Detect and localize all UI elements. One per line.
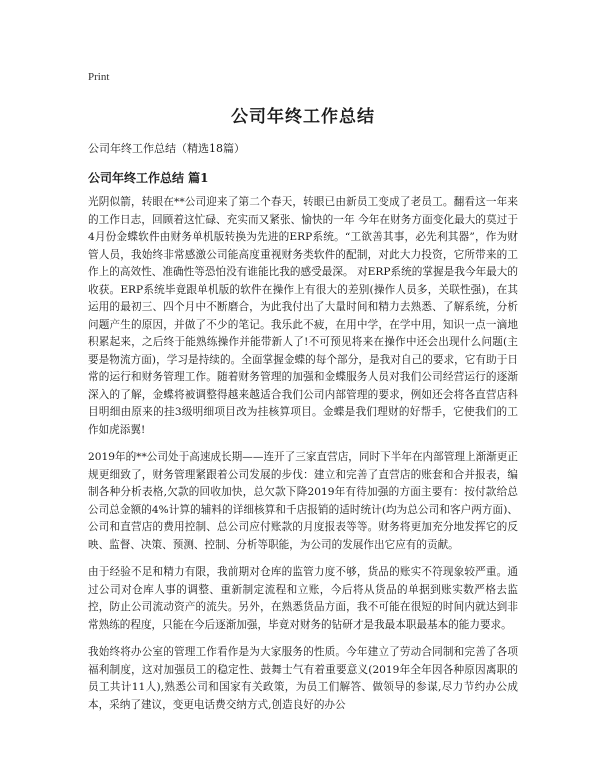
document-page (88, 70, 518, 724)
paragraph-1: 光阴似箭，转眼在**公司迎来了第二个春天，转眼已由新员工变成了老员工。翻看这一年来的工作日志，回顾着这忙碌、充实而又紧张、愉快的一年 今年在财务方面变化最大的莫过于4月份金蝶软件由财务单机版转换为先进的ERP系统。“工欲善其事，必先利其器”，作为财管人员，我始终非常感激公司能高度重视财务类软件的配制，对此大力投资，它所带来的工作上的高效性、准确性等恐怕没有谁能比我的感受最深。 对ERP系统的掌握是我今年最大的收获。ERP系统毕竟跟单机版的软件在操作上有很大的差别(操作人员多，关联性强)，在其运用的最初三、四个月中不断磨合，为此我付出了大量时间和精力去熟悉、了解系统，分析问题产生的原因，并做了不少的笔记。我乐此不疲，在用中学，在学中用，知识一点一滴地积累起来，之后终于能熟练操作并能带新人了!不可预见将来在操作中还会出现什么问题(主要是物流方面)，学习是持续的。全面掌握金蝶的每个部分，是我对自己的要求，它有助于日常的运行和财务管理工作。随着财务管理的加强和金蝶服务人员对我们公司经营运行的逐渐深入的了解，金蝶将被调整得越来越适合我们公司内部管理的要求，例如还会将各直营店科目明细由原来的挂3级明细项目改为挂核算项目。金蝶是我们理财的好帮手，它使我们的工作如虎添翼! (88, 196, 518, 436)
paragraph-3: 由于经验不足和精力有限，我前期对仓库的监管力度不够，货品的账实不符现象较严重。通过公司对仓库人事的调整、重新制定流程和立账，今后将从货品的单据到账实数严格去监控，防止公司流动资产的流失。另外，在熟悉货品方面，我不可能在很短的时间内就达到非常熟练的程度，只能在今后逐渐加强，毕竟对财务的钻研才是我最本职最基本的能力要求。 (88, 566, 518, 631)
paragraph-2: 2019年的**公司处于高速成长期——连开了三家直营店，同时下半年在内部管理上渐渐更正规更细致了，财务管理紧跟着公司发展的步伐：建立和完善了直营店的账套和合并报表，编制各种分析表格,欠款的回收加快，总欠款下降2019年有待加强的方面主要有：按付款给总公司总金额的4%计算的辅料的详细核算和千店报销的适时统计(均为总公司和客户两方面)、公司和直营店的费用控制、总公司应付账款的月度报表等等。财务将更加充分地发挥它的反映、监督、决策、预测、控制、分析等职能，为公司的发展作出它应有的贡献。 (88, 451, 518, 551)
section-heading: 公司年终工作总结 篇1 (88, 171, 209, 185)
document-subtitle: 公司年终工作总结（精选18篇） (88, 142, 245, 155)
print-label: Print (88, 71, 110, 83)
paragraph-4: 我始终将办公室的管理工作看作是为大家服务的性质。今年建立了劳动合同制和完善了各项福利制度，这对加强员工的稳定性、鼓舞士气有着重要意义(2019年全年因各种原因离职的员工共计11人),熟悉公司和国家有关政策，为员工们解答、做领导的参谋,尽力节约办公成本，采纳了建议，变更电话费交纳方式,创造良好的办公 (88, 646, 518, 711)
document-title: 公司年终工作总结 (231, 107, 375, 127)
